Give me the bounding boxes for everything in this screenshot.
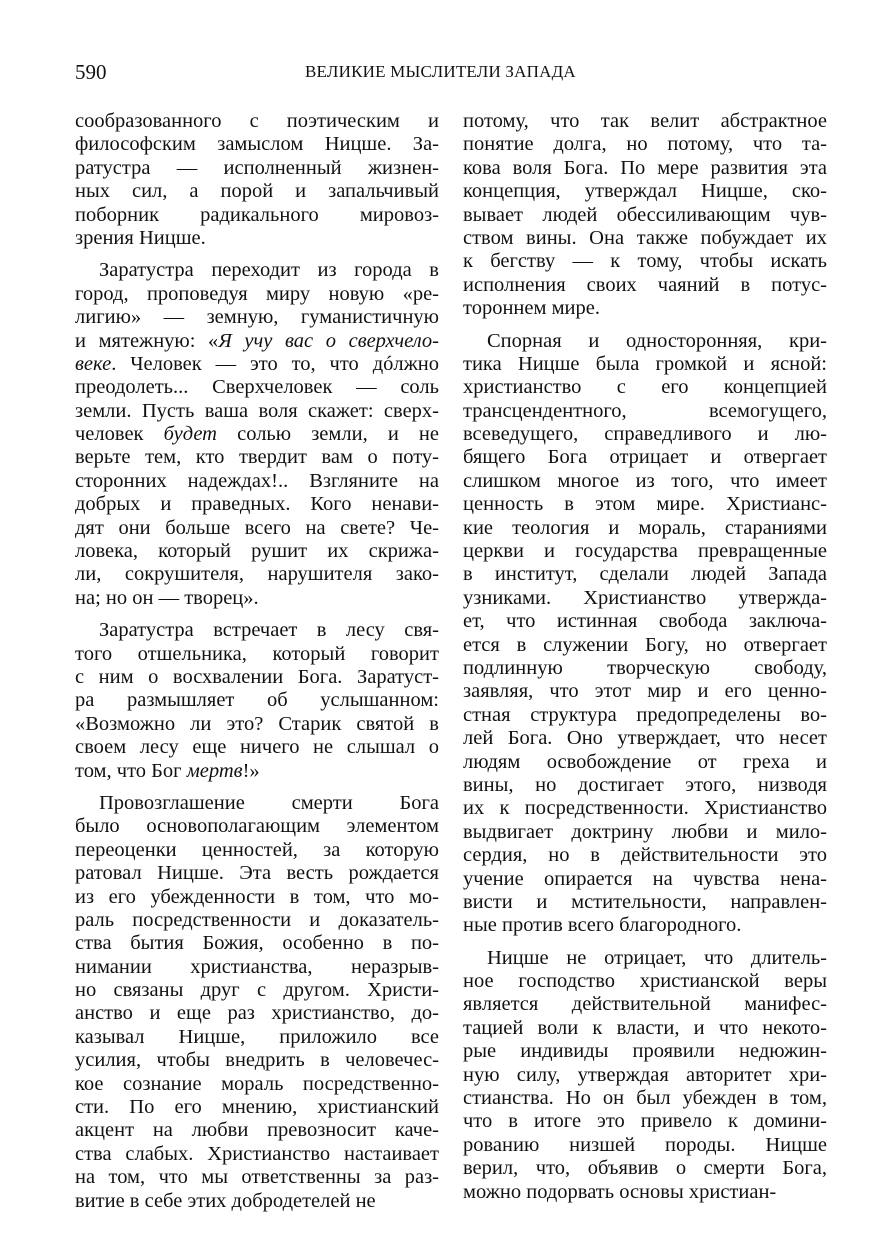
text-line: кое сознание мораль посредственно-	[75, 1072, 439, 1095]
paragraph	[75, 792, 439, 1213]
text-line: на том, что мы ответственны за раз-	[75, 1166, 439, 1189]
text-line: раль посредственности и доказатель-	[75, 908, 439, 931]
italic-text: Я учу вас о сверхчело-	[218, 329, 439, 352]
text-line: сторонних надеждах!.. Взгляните на	[75, 469, 439, 492]
text-line: узниками. Христианство утвержда-	[463, 586, 827, 609]
text-line: философским замыслом Ницше. За-	[75, 133, 439, 156]
text-line: верил, что, объявив о смерти Бога,	[463, 1157, 827, 1180]
page-number: 590	[75, 60, 107, 84]
text-line: лигию» — земную, гуманистичную	[75, 306, 439, 329]
text-line: стная структура предопределены во-	[463, 703, 827, 726]
text-line: трансцендентного, всемогущего,	[463, 399, 827, 422]
text-line: лей Бога. Оно утверждает, что несет	[463, 727, 827, 750]
text-line: ством вины. Она также побуждает их	[463, 226, 827, 249]
paragraph	[463, 330, 827, 938]
text-line: преодолеть... Сверхчеловек — соль	[75, 376, 439, 399]
text-line: вины, но достигает этого, низводя	[463, 773, 827, 796]
text-line: Заратустра переходит из города в	[99, 259, 439, 282]
text-line: сообразованного с поэтическим и	[75, 110, 439, 132]
text-line: из его убежденности в том, что мо-	[75, 885, 439, 908]
text-line: ное господство христианской веры	[463, 970, 827, 993]
text-line: казывал Ницше, приложило все	[75, 1025, 439, 1048]
text-line: висти и мстительности, направлен-	[463, 890, 827, 913]
paragraph	[463, 110, 827, 321]
text-line: ли, сокрушителя, нарушителя зако-	[75, 563, 439, 586]
text-line: но связаны друг с другом. Христи-	[75, 979, 439, 1002]
paragraph-gap	[75, 783, 439, 792]
text-line: Провозглашение смерти Бога	[99, 791, 439, 814]
text-line: подлинную творческую свободу,	[463, 656, 827, 679]
text-line: что в итоге это привело к домини-	[463, 1110, 827, 1133]
text-line: веке. Человек — это то, что дóлжно	[75, 352, 439, 375]
text-line: переоценки ценностей, за которую	[75, 838, 439, 861]
running-title: ВЕЛИКИЕ МЫСЛИТЕЛИ ЗАПАДА	[305, 62, 576, 81]
text-line: слишком многое из того, что имеет	[463, 469, 827, 492]
text-line: выдвигает доктрину любви и мило-	[463, 820, 827, 843]
text-line: земли. Пусть ваша воля скажет: сверх-	[75, 399, 439, 422]
text-line: ется в служении Богу, но отвергает	[463, 633, 827, 656]
right-column	[463, 110, 827, 1204]
page-header	[75, 60, 827, 84]
text-line: ные против всего благородного.	[463, 914, 742, 937]
text-line: того отшельника, который говорит	[75, 642, 439, 665]
text-line: людям освобождение от греха и	[463, 750, 827, 773]
text-line: с ним о восхвалении Бога. Заратуст-	[75, 665, 439, 688]
text-line: христианство с его концепцией	[463, 376, 827, 399]
text-line: тацией воли к власти, и что некото-	[463, 1016, 827, 1039]
text-line: нимании христианства, неразрыв-	[75, 955, 439, 978]
text-line: витие в себе этих добродетелей не	[75, 1189, 376, 1212]
text-line: том, что Бог мертв!»	[75, 759, 260, 782]
text-line: город, проповедуя миру новую «ре-	[75, 282, 439, 305]
text-line: анство и еще раз христианство, до-	[75, 1002, 439, 1025]
text-line: ра размышляет об услышанном:	[75, 689, 439, 712]
text-line: тика Ницше была громкой и ясной:	[463, 352, 827, 375]
text-line: их к посредственности. Христианство	[463, 797, 827, 820]
text-line: ратустра — исполненный жизнен-	[75, 156, 439, 179]
text-line: кие теология и мораль, стараниями	[463, 516, 827, 539]
paragraph	[75, 619, 439, 783]
text-line: к бегству — к тому, чтобы искать	[463, 250, 827, 273]
text-line: понятие долга, но потому, что та-	[463, 133, 827, 156]
text-line: является действительной манифес-	[463, 993, 827, 1016]
text-line: потому, что так велит абстрактное	[463, 110, 827, 132]
text-line: «Возможно ли это? Старик святой в	[75, 712, 439, 735]
text-line: бящего Бога отрицает и отвергает	[463, 446, 827, 469]
text-line: ловека, который рушит их скрижа-	[75, 540, 439, 563]
text-line: дят они больше всего на свете? Че-	[75, 516, 439, 539]
text-line: рые индивиды проявили недюжин-	[463, 1040, 827, 1063]
text-line: и мятежную: «Я учу вас о сверхчело-	[75, 329, 439, 352]
text-line: поборник радикального мировоз-	[75, 203, 439, 226]
text-line: учение опирается на чувства нена-	[463, 867, 827, 890]
paragraph	[75, 259, 439, 610]
italic-text: мертв	[186, 759, 243, 782]
paragraph-gap	[75, 250, 439, 259]
text-line: на; но он — творец».	[75, 586, 259, 609]
text-line: добрых и праведных. Кого ненави-	[75, 493, 439, 516]
italic-text: веке	[75, 352, 112, 375]
text-line: тороннем мире.	[463, 297, 600, 320]
text-line: ных сил, а порой и запальчивый	[75, 180, 439, 203]
paragraph-gap	[463, 938, 827, 947]
text-line: кова воля Бога. По мере развития эта	[463, 156, 827, 179]
paragraph-gap	[75, 610, 439, 619]
text-line: человек будет солью земли, и не	[75, 423, 439, 446]
text-line: заявляя, что этот мир и его ценно-	[463, 680, 827, 703]
text-line: концепция, утверждал Ницше, ско-	[463, 180, 827, 203]
text-line: сти. По его мнению, христианский	[75, 1096, 439, 1119]
text-line: всеведущего, справедливого и лю-	[463, 423, 827, 446]
text-line: ную силу, утверждая авторитет хри-	[463, 1063, 827, 1086]
text-line: Спорная и односторонняя, кри-	[487, 329, 827, 352]
text-line: верьте тем, кто твердит вам о поту-	[75, 446, 439, 469]
text-line: в институт, сделали людей Запада	[463, 563, 827, 586]
text-line: Заратустра встречает в лесу свя-	[99, 619, 439, 642]
text-line: вывает людей обессиливающим чув-	[463, 203, 827, 226]
italic-text: будет	[163, 423, 217, 446]
text-line: ства слабых. Христианство настаивает	[75, 1142, 439, 1165]
text-line: ет, что истинная свобода заключа-	[463, 610, 827, 633]
text-line: можно подорвать основы христиан-	[463, 1180, 777, 1203]
text-line: исполнения своих чаяний в потус-	[463, 273, 827, 296]
text-line: своем лесу еще ничего не слышал о	[75, 736, 439, 759]
text-line: ценность в этом мире. Христианс-	[463, 493, 827, 516]
text-line: церкви и государства превращенные	[463, 540, 827, 563]
paragraph-gap	[463, 321, 827, 330]
text-line: ратовал Ницше. Эта весть рождается	[75, 862, 439, 885]
text-line: рованию низшей породы. Ницше	[463, 1133, 827, 1156]
paragraph	[463, 947, 827, 1204]
text-line: сердия, но в действительности это	[463, 844, 827, 867]
text-line: было основополагающим элементом	[75, 815, 439, 838]
left-column	[75, 110, 439, 1213]
text-line: стианства. Но он был убежден в том,	[463, 1087, 827, 1110]
paragraph	[75, 110, 439, 250]
text-line: зрения Ницше.	[75, 226, 206, 249]
text-line: акцент на любви превозносит каче-	[75, 1119, 439, 1142]
text-line: ства бытия Божия, особенно в по-	[75, 932, 439, 955]
text-line: Ницше не отрицает, что длитель-	[487, 946, 827, 969]
text-line: усилия, чтобы внедрить в человечес-	[75, 1049, 439, 1072]
